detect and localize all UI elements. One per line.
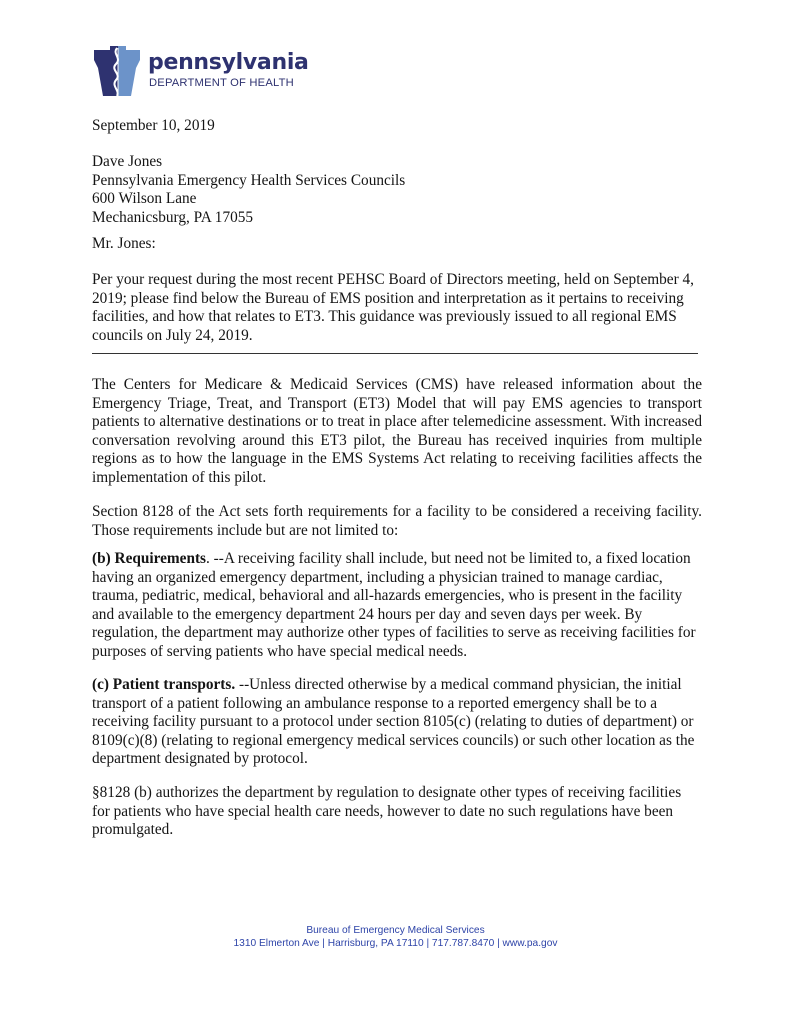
org-name: pennsylvania [148,50,309,75]
body-paragraph-2 [92,503,702,540]
keystone-caduceus-icon [92,46,142,96]
footer-address: 1310 Elmerton Ave | Harrisburg, PA 17110 | 717.787.8470 | www.pa.gov [233,937,558,949]
salutation: Mr. Jones: [92,235,156,252]
footer-bureau: Bureau of Emergency Medical Services [306,925,485,936]
section-c-label: (c) Patient transports. [92,676,236,693]
intro-text: Per your request during the most recent PEHSC Board of Directors meeting, held on September 4, 2019; please find below the Bureau of EMS position and interpretation as it pertains to receiving facilities, and how that relates to ET3. This guidance was previously issued to all regional EMS councils on July 24, 2019. [92,271,694,344]
body-paragraph-1 [92,376,702,488]
letter-footer [0,925,791,950]
recipient-name: Dave Jones [92,153,163,170]
section-c-text: --Unless directed otherwise by a medical command physician, the initial transport of a patient following an ambulance response to a reported emergency shall be to a receiving facility pursuant to a protocol under section 8105(c) (relating to duties of department) or 8109(c)(8) (relating to regional emergency medical services councils) or such other location as the department designated by protocol. [92,676,695,768]
section-b-requirements [92,550,702,662]
section-b-text: . --A receiving facility shall include, but need not be limited to, a fixed location having an organized emergency department, including a physician trained to manage cardiac, trauma, pediatric, medical, behavioral and all-hazards emergencies, who is present in the facility and available to the emergency department 24 hours per day and seven days per week. By regulation, the department may authorize other types of facilities to serve as receiving facilities for purposes of serving patients who have special medical needs. [92,550,696,660]
recipient-organization: Pennsylvania Emergency Health Services Councils [92,171,406,189]
recipient-street: 600 Wilson Lane [92,190,197,208]
separator-rule [92,353,698,354]
body-paragraph-3 [92,784,702,840]
recipient-city: Mechanicsburg, PA 17055 [92,208,254,226]
section-b-label: (b) Requirements [92,550,207,567]
section-c-patient-transports [92,676,702,769]
letterhead-logo [92,46,322,100]
department-name: DEPARTMENT OF HEALTH [149,77,294,89]
paragraph-text: The Centers for Medicare & Medicaid Services (CMS) have released information about the Emergency Triage, Treat, and Transport (ET3) Model that will pay EMS agencies to transport patients to alternative destinations or to treat in place after telemedicine assessment. With increased conversation revolving around this ET3 pilot, the Bureau has received inquiries from multiple regions as to how the language in the EMS Systems Act relating to receiving facilities affects the implementation of this pilot. [92,376,702,486]
paragraph-text: §8128 (b) authorizes the department by regulation to designate other types of receiving facilities for patients who have special health care needs, however to date no such regulations have been promulgated. [92,784,682,839]
paragraph-text: Section 8128 of the Act sets forth requirements for a facility to be considered a receiving facility. Those requirements include but are not limited to: [92,503,702,539]
intro-paragraph [92,271,702,345]
recipient-block [92,153,702,227]
letter-date: September 10, 2019 [92,117,215,134]
